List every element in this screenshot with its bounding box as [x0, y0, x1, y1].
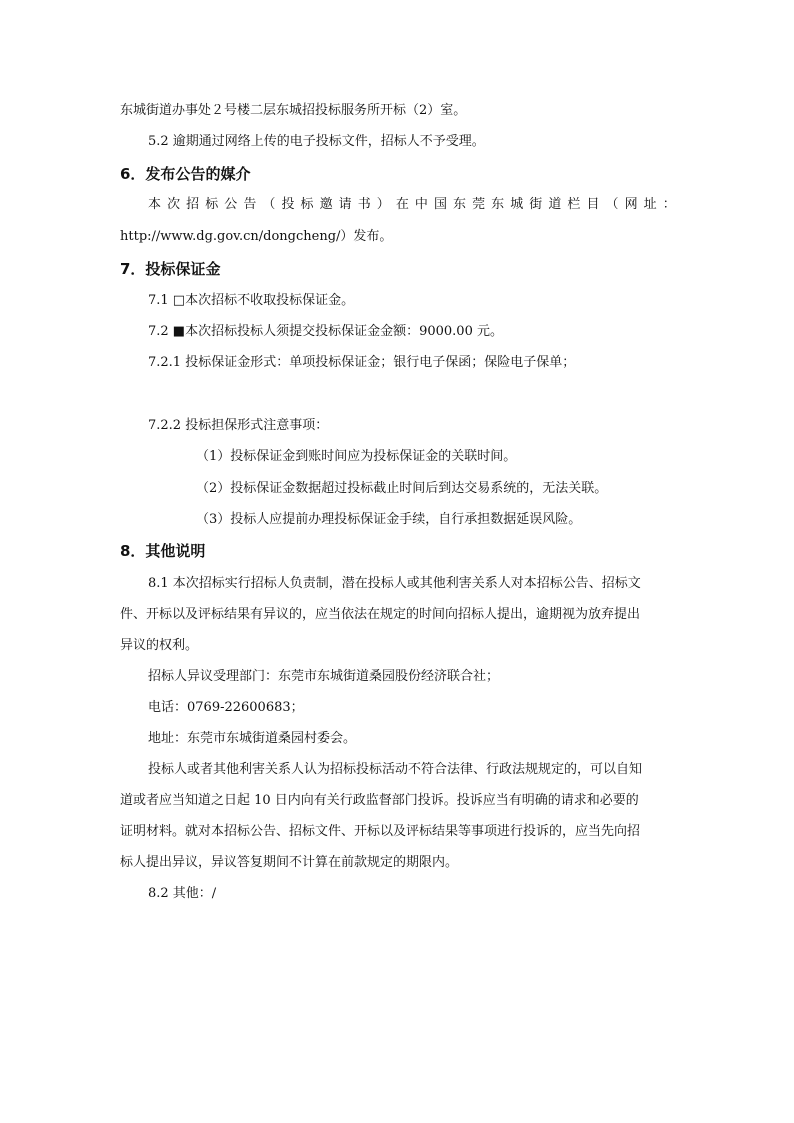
clause-5-2: 5.2 逾期通过网络上传的电子投标文件，招标人不予受理。: [148, 134, 485, 149]
section-6-char: （: [605, 197, 619, 212]
section-6-char: 东: [453, 197, 467, 212]
section-6-char: 书: [357, 197, 371, 212]
section-6-char: 本: [148, 197, 162, 212]
complaint-line-4: 标人提出异议，异议答复期间不计算在前款规定的期限内。: [120, 855, 459, 870]
para-8-1-line-1: 8.1 本次招标实行招标人负责制，潜在投标人或其他利害关系人对本招标公告、招标文: [148, 576, 641, 591]
section-6-char: 告: [243, 197, 257, 212]
section-6-char: 中: [414, 197, 428, 212]
section-6-heading: 6．发布公告的媒介: [120, 165, 251, 183]
section-6-char: 国: [433, 197, 447, 212]
section-6-char: ）: [376, 197, 390, 212]
section-6-char: 在: [395, 197, 409, 212]
section-6-char: 标: [205, 197, 219, 212]
continuation-line: 东城街道办事处２号楼二层东城招投标服务所开标（2）室。: [120, 103, 467, 118]
para-8-1-line-2: 件、开标以及评标结果有异议的，应当依法在规定的时间向招标人提出，逾期视为放弃提出: [120, 607, 641, 622]
section-6-char: ：: [662, 197, 676, 212]
section-6-char: 东: [491, 197, 505, 212]
note-2: （2）投标保证金数据超过投标截止时间后到达交易系统的，无法关联。: [196, 481, 608, 496]
item-7-1: 7.1 □本次招标不收取投标保证金。: [148, 293, 355, 308]
note-1: （1）投标保证金到账时间应为投标保证金的关联时间。: [196, 449, 517, 464]
section-6-char: 网: [624, 197, 638, 212]
section-6-char: 莞: [472, 197, 486, 212]
section-6-char: 投: [281, 197, 295, 212]
complaint-line-2: 道或者应当知道之日起 10 日内向有关行政监督部门投诉。投诉应当有明确的请求和必要的: [120, 793, 639, 808]
section-6-url-line: http://www.dg.gov.cn/dongcheng/）发布。: [120, 229, 393, 244]
item-7-2-1: 7.2.1 投标保证金形式：单项投标保证金；银行电子保函；保险电子保单；: [148, 355, 576, 370]
section-6-char: 公: [224, 197, 238, 212]
section-6-char: 栏: [567, 197, 581, 212]
note-3: （3）投标人应提前办理投标保证金手续，自行承担数据延误风险。: [196, 512, 582, 527]
item-8-2: 8.2 其他：/: [148, 886, 217, 901]
complaint-line-3: 证明材料。就对本招标公告、招标文件、开标以及评标结果等事项进行投诉的，应当先向招: [120, 824, 641, 839]
section-6-char: 邀: [319, 197, 333, 212]
section-6-char: 城: [510, 197, 524, 212]
item-7-2-2: 7.2.2 投标担保形式注意事项：: [148, 418, 329, 433]
objection-dept: 招标人异议受理部门：东莞市东城街道桑园股份经济联合社；: [148, 669, 500, 684]
section-6-char: 标: [300, 197, 314, 212]
section-6-char: 道: [548, 197, 562, 212]
section-6-char: （: [262, 197, 276, 212]
section-6-line-1: [148, 195, 676, 215]
section-6-char: 请: [338, 197, 352, 212]
section-6-char: 招: [186, 197, 200, 212]
complaint-line-1: 投标人或者其他利害关系人认为招标投标活动不符合法律、行政法规规定的，可以自知: [148, 762, 643, 777]
item-7-2: 7.2 ■本次招标投标人须提交投标保证金金额：9000.00 元。: [148, 324, 503, 339]
section-6-char: 目: [586, 197, 600, 212]
section-6-char: 次: [167, 197, 181, 212]
section-6-char: 街: [529, 197, 543, 212]
section-8-heading: 8．其他说明: [120, 542, 206, 560]
section-7-heading: 7．投标保证金: [120, 260, 221, 278]
para-8-1-line-3: 异议的权利。: [120, 638, 199, 653]
phone-line: 电话：0769-22600683；: [148, 700, 304, 715]
address-line: 地址：东莞市东城街道桑园村委会。: [148, 731, 357, 746]
section-6-char: 址: [643, 197, 657, 212]
